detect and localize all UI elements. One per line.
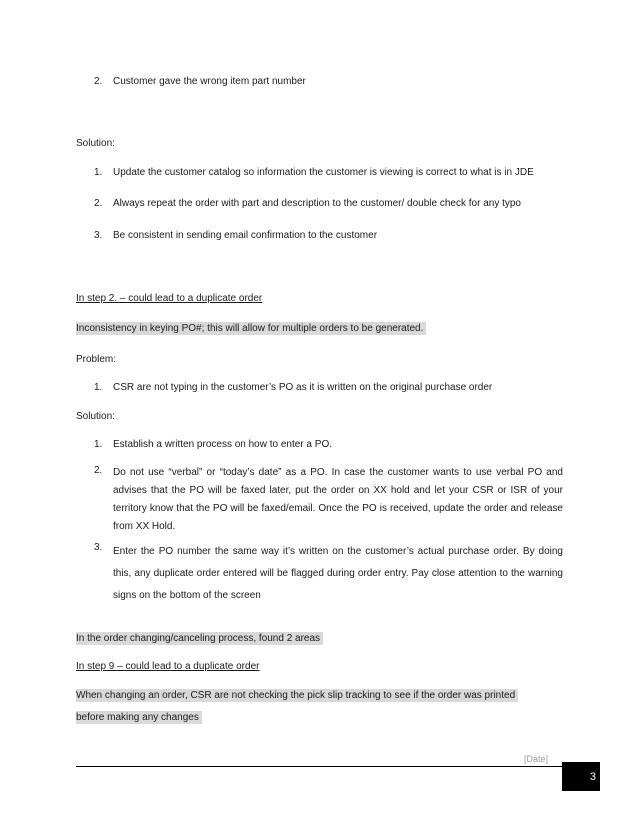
highlighted-finding-line-1: When changing an order, CSR are not checking the pick slip tracking to see if the order was printed (76, 689, 518, 702)
list-number: 2. (94, 76, 103, 87)
footer-date: [Date] (524, 754, 549, 764)
problem-heading: Problem: (76, 354, 117, 365)
step9-heading: In step 9 – could lead to a duplicate order (76, 661, 260, 672)
page-number-box (562, 762, 600, 791)
problem-item-text: Customer gave the wrong item part number (113, 76, 306, 87)
solution-item-text: Always repeat the order with part and description to the customer/ double check for any typo (113, 198, 521, 209)
solution-item-text: Be consistent in sending email confirmation to the customer (113, 230, 378, 241)
list-number: 1. (94, 382, 103, 393)
solution-item-text: Enter the PO number the same way it’s written on the customer’s actual purchase order. By doing this, any duplicate order entered will be flagged during order entry. Pay close attention to the warning signs on the bottom of the screen (113, 546, 563, 601)
footer-divider (76, 766, 562, 767)
list-number: 3. (94, 230, 103, 241)
page-number: 3 (589, 771, 596, 783)
solution-item-text: Do not use “verbal” or “today’s date” as a PO. In case the customer wants to use verbal PO and advises that the PO will be faxed later, put the order on XX hold and let your CSR or ISR of your territory know that the PO will be faxed/email. Once the PO is received, update the order and release from XX Hold. (113, 467, 563, 532)
list-number: 1. (94, 167, 103, 178)
solution-heading: Solution: (76, 411, 115, 422)
list-number: 2. (94, 465, 103, 476)
solution-heading: Solution: (76, 138, 115, 149)
problem-item-text: CSR are not typing in the customer’s PO as it is written on the original purchase order (113, 382, 493, 393)
highlighted-finding-line-2: before making any changes (76, 711, 202, 724)
solution-item-text: Establish a written process on how to enter a PO. (113, 439, 332, 450)
highlighted-finding: Inconsistency in keying PO#; this will allow for multiple orders to be generated. (76, 322, 426, 335)
list-number: 2. (94, 198, 103, 209)
step2-heading: In step 2. – could lead to a duplicate order (76, 293, 263, 304)
solution-item-text: Update the customer catalog so information the customer is viewing is correct to what is in JDE (113, 167, 534, 178)
list-number: 1. (94, 439, 103, 450)
highlighted-section-heading: In the order changing/canceling process, found 2 areas (76, 632, 323, 645)
list-number: 3. (94, 542, 103, 553)
